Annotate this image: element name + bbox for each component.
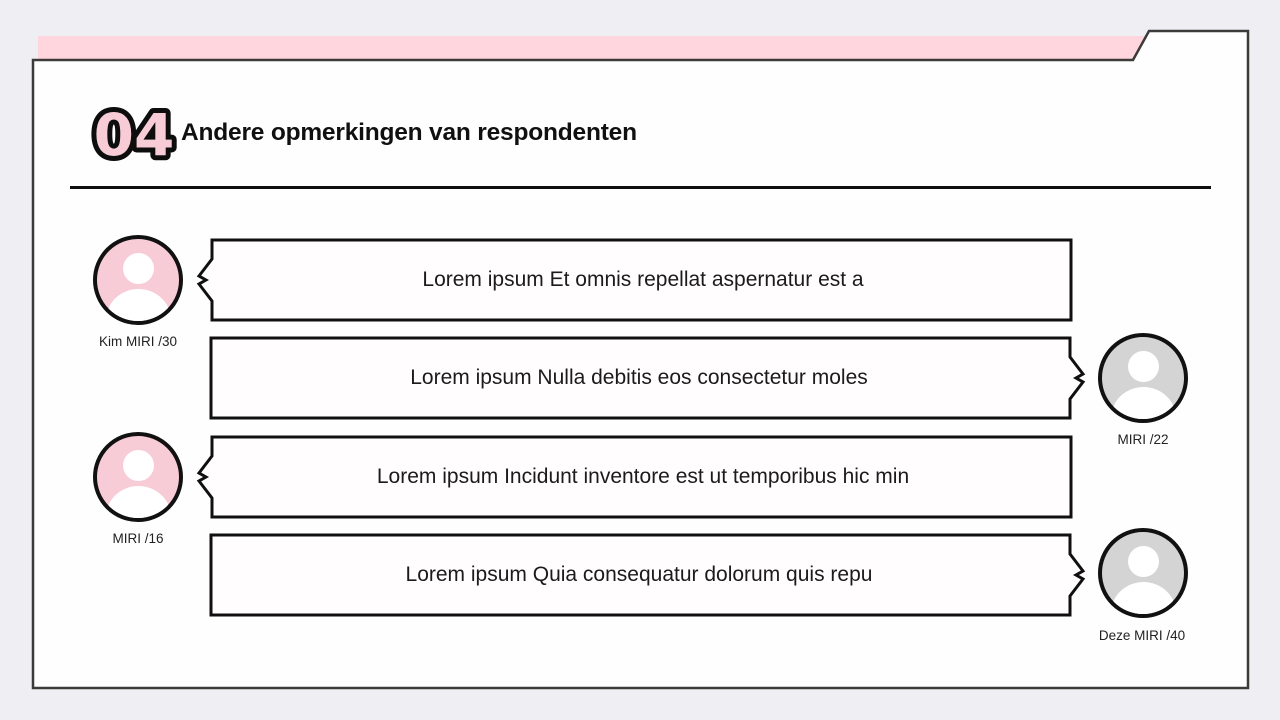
section-number-text: 04 [93, 101, 175, 169]
person-icon-body [1111, 582, 1176, 618]
pink-top-strip [38, 36, 1146, 60]
comment-text: Lorem ipsum Incidunt inventore est ut temporibus hic min [376, 465, 910, 488]
avatar-kim-miri-30 [93, 235, 183, 325]
person-icon-body [106, 289, 171, 325]
speech-bubble [196, 435, 1074, 519]
comment-text: Lorem ipsum Quia consequatur dolorum quis repu [405, 563, 873, 586]
speaker-label: Kim MIRI /30 [98, 334, 177, 349]
page-title: Andere opmerkingen van respondenten [181, 119, 637, 146]
person-icon-body [1111, 387, 1176, 423]
speaker-label: MIRI /22 [1117, 432, 1169, 447]
speech-bubble [208, 336, 1086, 420]
avatar-miri-16 [93, 432, 183, 522]
comment-text: Lorem ipsum Nulla debitis eos consectetur moles [410, 366, 868, 389]
section-number [84, 98, 184, 172]
speaker-label: MIRI /16 [112, 531, 164, 546]
avatar-deze-miri-40 [1098, 528, 1188, 618]
person-icon-body [106, 486, 171, 522]
speaker-label: Deze MIRI /40 [1098, 628, 1186, 643]
person-icon [123, 450, 154, 481]
speech-bubble [208, 533, 1086, 617]
person-icon [123, 253, 154, 284]
speech-bubble [196, 238, 1074, 322]
person-icon [1128, 351, 1159, 382]
title-divider [70, 186, 1211, 189]
avatar-miri-22 [1098, 333, 1188, 423]
person-icon [1128, 546, 1159, 577]
comment-text: Lorem ipsum Et omnis repellat aspernatur est a [422, 268, 864, 291]
